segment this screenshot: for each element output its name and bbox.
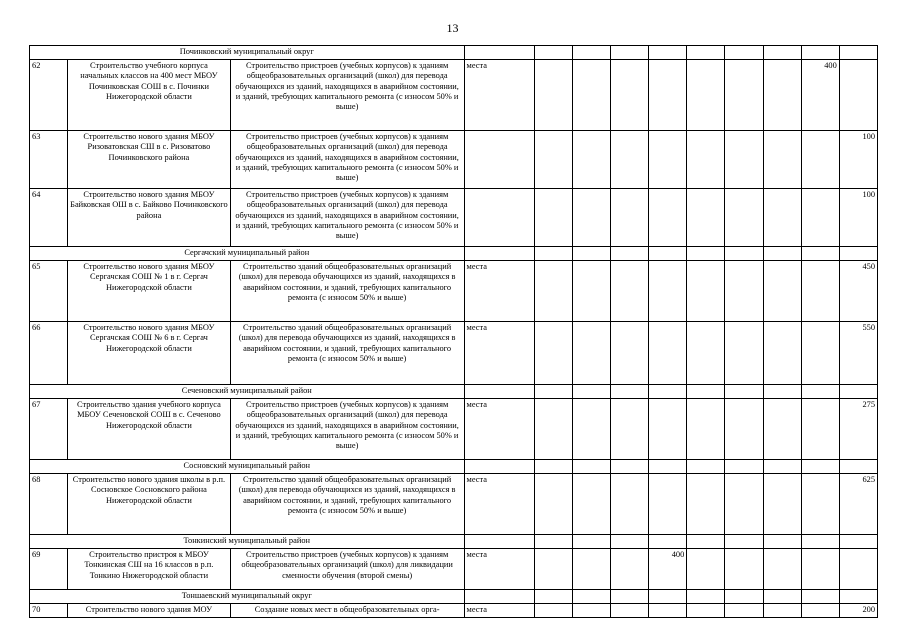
value-cell <box>763 474 801 535</box>
empty-cell <box>464 535 534 549</box>
measure-description: Строительство пристроев (учебных корпусов) к зданиям общеобразовательных организаций (школ) для перевода обучающихся из зданий, находящихся в аварийном состоянии, и зданий, требующих капитального ремонта (с износом 50% и выше) <box>230 131 464 189</box>
empty-cell <box>763 460 801 474</box>
empty-cell <box>611 460 649 474</box>
measure-description: Строительство зданий общеобразовательных организаций (школ) для перевода обучающихся из зданий, находящихся в аварийном состоянии, и зданий, требующих капитального ремонта (с износом 50% и выше) <box>230 474 464 535</box>
empty-cell <box>464 46 534 60</box>
empty-cell <box>572 385 610 399</box>
value-cell <box>725 549 763 590</box>
empty-cell <box>464 247 534 261</box>
value-cell <box>611 399 649 460</box>
value-cell <box>611 322 649 385</box>
empty-cell <box>763 385 801 399</box>
value-cell <box>801 322 839 385</box>
empty-cell <box>801 460 839 474</box>
value-cell <box>649 261 687 322</box>
value-cell <box>534 131 572 189</box>
value-cell <box>725 131 763 189</box>
unit-cell: места <box>464 474 534 535</box>
value-cell <box>572 474 610 535</box>
empty-cell <box>572 460 610 474</box>
empty-cell <box>611 590 649 604</box>
empty-cell <box>801 535 839 549</box>
value-cell <box>611 189 649 247</box>
value-cell <box>687 131 725 189</box>
value-cell <box>763 60 801 131</box>
value-cell <box>763 549 801 590</box>
measure-description: Строительство зданий общеобразовательных организаций (школ) для перевода обучающихся из зданий, находящихся в аварийном состоянии, и зданий, требующих капитального ремонта (с износом 50% и выше) <box>230 261 464 322</box>
table-row <box>30 261 878 322</box>
district-name: Тонкинский муниципальный район <box>30 535 465 549</box>
value-cell <box>534 604 572 618</box>
empty-cell <box>572 46 610 60</box>
district-row <box>30 247 878 261</box>
value-cell <box>763 131 801 189</box>
row-number: 62 <box>30 60 68 131</box>
value-cell <box>649 474 687 535</box>
row-number: 63 <box>30 131 68 189</box>
empty-cell <box>725 385 763 399</box>
empty-cell <box>725 247 763 261</box>
object-title: Строительство пристроя к МБОУ Тонкинская СШ на 16 классов в р.п. Тонкино Нижегородской области <box>68 549 231 590</box>
empty-cell <box>649 385 687 399</box>
unit-cell <box>464 131 534 189</box>
unit-cell: места <box>464 60 534 131</box>
value-cell <box>534 189 572 247</box>
empty-cell <box>725 535 763 549</box>
unit-cell: места <box>464 549 534 590</box>
measure-description: Строительство пристроев (учебных корпусов) к зданиям общеобразовательных организаций (школ) для перевода обучающихся из зданий, находящихся в аварийном состоянии, и зданий, требующих капитального ремонта (с износом 50% и выше) <box>230 399 464 460</box>
object-title: Строительство нового здания МОУ <box>68 604 231 618</box>
value-cell: 100 <box>839 131 877 189</box>
empty-cell <box>725 460 763 474</box>
value-cell <box>801 604 839 618</box>
empty-cell <box>687 460 725 474</box>
empty-cell <box>839 46 877 60</box>
value-cell <box>763 604 801 618</box>
table-row <box>30 60 878 131</box>
empty-cell <box>725 590 763 604</box>
unit-cell: места <box>464 322 534 385</box>
table-row <box>30 131 878 189</box>
empty-cell <box>687 46 725 60</box>
value-cell <box>534 549 572 590</box>
empty-cell <box>611 247 649 261</box>
value-cell <box>611 474 649 535</box>
empty-cell <box>649 247 687 261</box>
empty-cell <box>801 46 839 60</box>
empty-cell <box>534 460 572 474</box>
object-title: Строительство нового здания МБОУ Сергачская СОШ № 1 в г. Сергач Нижегородской области <box>68 261 231 322</box>
empty-cell <box>839 385 877 399</box>
value-cell <box>763 189 801 247</box>
value-cell: 400 <box>801 60 839 131</box>
table-body <box>30 46 878 618</box>
value-cell <box>534 261 572 322</box>
table-row <box>30 604 878 618</box>
empty-cell <box>687 535 725 549</box>
district-name: Тоншаевский муниципальный округ <box>30 590 465 604</box>
value-cell <box>725 399 763 460</box>
district-name: Починковский муниципальный округ <box>30 46 465 60</box>
measure-description: Строительство зданий общеобразовательных организаций (школ) для перевода обучающихся из зданий, находящихся в аварийном состоянии, и зданий, требующих капитального ремонта (с износом 50% и выше) <box>230 322 464 385</box>
value-cell <box>725 189 763 247</box>
empty-cell <box>763 247 801 261</box>
district-row <box>30 535 878 549</box>
row-number: 66 <box>30 322 68 385</box>
value-cell: 200 <box>839 604 877 618</box>
value-cell: 400 <box>649 549 687 590</box>
measure-description: Строительство пристроев (учебных корпусов) к зданиям общеобразовательных организаций (школ) для перевода обучающихся из зданий, находящихся в аварийном состоянии, и зданий, требующих капитального ремонта (с износом 50% и выше) <box>230 189 464 247</box>
value-cell <box>763 261 801 322</box>
empty-cell <box>534 385 572 399</box>
value-cell <box>572 399 610 460</box>
value-cell <box>801 399 839 460</box>
value-cell <box>572 189 610 247</box>
value-cell <box>839 549 877 590</box>
empty-cell <box>534 590 572 604</box>
value-cell <box>649 131 687 189</box>
value-cell <box>687 189 725 247</box>
empty-cell <box>763 46 801 60</box>
empty-cell <box>534 46 572 60</box>
value-cell <box>687 399 725 460</box>
empty-cell <box>572 247 610 261</box>
empty-cell <box>839 460 877 474</box>
unit-cell: места <box>464 604 534 618</box>
value-cell <box>801 189 839 247</box>
row-number: 69 <box>30 549 68 590</box>
empty-cell <box>572 590 610 604</box>
empty-cell <box>611 46 649 60</box>
value-cell <box>572 549 610 590</box>
object-title: Строительство нового здания МБОУ Ризоватовская СШ в с. Ризоватово Починковского района <box>68 131 231 189</box>
district-name: Сергачский муниципальный район <box>30 247 465 261</box>
object-title: Строительство здания учебного корпуса МБОУ Сеченовской СОШ в с. Сеченово Нижегородской области <box>68 399 231 460</box>
value-cell <box>649 604 687 618</box>
empty-cell <box>611 535 649 549</box>
empty-cell <box>534 535 572 549</box>
district-name: Сеченовский муниципальный район <box>30 385 465 399</box>
object-title: Строительство нового здания МБОУ Байковская ОШ в с. Байково Починковского района <box>68 189 231 247</box>
value-cell <box>534 474 572 535</box>
value-cell <box>611 549 649 590</box>
value-cell <box>534 322 572 385</box>
empty-cell <box>801 590 839 604</box>
empty-cell <box>687 247 725 261</box>
value-cell <box>572 131 610 189</box>
value-cell: 100 <box>839 189 877 247</box>
value-cell <box>801 549 839 590</box>
value-cell <box>763 399 801 460</box>
district-name: Сосновский муниципальный район <box>30 460 465 474</box>
value-cell <box>763 322 801 385</box>
value-cell <box>534 399 572 460</box>
page-number: 13 <box>446 21 459 35</box>
row-number: 64 <box>30 189 68 247</box>
value-cell <box>687 322 725 385</box>
empty-cell <box>839 247 877 261</box>
row-number: 70 <box>30 604 68 618</box>
empty-cell <box>572 535 610 549</box>
value-cell <box>649 189 687 247</box>
empty-cell <box>687 590 725 604</box>
row-number: 65 <box>30 261 68 322</box>
value-cell <box>611 261 649 322</box>
value-cell <box>687 604 725 618</box>
district-row <box>30 590 878 604</box>
empty-cell <box>763 535 801 549</box>
empty-cell <box>649 590 687 604</box>
value-cell: 450 <box>839 261 877 322</box>
value-cell <box>725 604 763 618</box>
value-cell <box>611 604 649 618</box>
measure-description: Строительство пристроев (учебных корпусов) к зданиям общеобразовательных организаций (школ) для перевода обучающихся из зданий, находящихся в аварийном состоянии, и зданий, требующих капитального ремонта (с износом 50% и выше) <box>230 60 464 131</box>
value-cell <box>801 261 839 322</box>
value-cell <box>611 131 649 189</box>
empty-cell <box>839 535 877 549</box>
object-title: Строительство нового здания МБОУ Сергачская СОШ № 6 в г. Сергач Нижегородской области <box>68 322 231 385</box>
object-title: Строительство нового здания школы в р.п. Сосновское Сосновского района Нижегородской области <box>68 474 231 535</box>
empty-cell <box>464 460 534 474</box>
empty-cell <box>687 385 725 399</box>
empty-cell <box>611 385 649 399</box>
district-row <box>30 460 878 474</box>
value-cell <box>725 322 763 385</box>
value-cell <box>649 399 687 460</box>
value-cell <box>572 604 610 618</box>
empty-cell <box>801 247 839 261</box>
value-cell: 275 <box>839 399 877 460</box>
table-row <box>30 322 878 385</box>
measure-description: Строительство пристроев (учебных корпусов) к зданиям общеобразовательных организаций (школ) для ликвидации сменности обучения (второй смены) <box>230 549 464 590</box>
value-cell <box>687 60 725 131</box>
value-cell <box>839 60 877 131</box>
empty-cell <box>725 46 763 60</box>
measure-description: Создание новых мест в общеобразовательных орга- <box>230 604 464 618</box>
value-cell <box>649 322 687 385</box>
value-cell <box>725 60 763 131</box>
object-title: Строительство учебного корпуса начальных классов на 400 мест МБОУ Починковская СОШ в с. Починки Нижегородской области <box>68 60 231 131</box>
empty-cell <box>839 590 877 604</box>
table-row <box>30 399 878 460</box>
unit-cell: места <box>464 399 534 460</box>
value-cell: 625 <box>839 474 877 535</box>
value-cell <box>687 474 725 535</box>
value-cell <box>725 261 763 322</box>
value-cell <box>572 60 610 131</box>
unit-cell: места <box>464 261 534 322</box>
value-cell <box>801 474 839 535</box>
empty-cell <box>534 247 572 261</box>
empty-cell <box>649 46 687 60</box>
empty-cell <box>464 385 534 399</box>
value-cell <box>611 60 649 131</box>
empty-cell <box>464 590 534 604</box>
row-number: 68 <box>30 474 68 535</box>
value-cell <box>534 60 572 131</box>
value-cell <box>801 131 839 189</box>
table-row <box>30 549 878 590</box>
value-cell <box>572 322 610 385</box>
district-row <box>30 46 878 60</box>
row-number: 67 <box>30 399 68 460</box>
program-table <box>29 45 878 618</box>
value-cell <box>572 261 610 322</box>
district-row <box>30 385 878 399</box>
table-row <box>30 474 878 535</box>
empty-cell <box>649 460 687 474</box>
value-cell <box>687 261 725 322</box>
empty-cell <box>763 590 801 604</box>
empty-cell <box>801 385 839 399</box>
unit-cell <box>464 189 534 247</box>
value-cell <box>649 60 687 131</box>
value-cell <box>725 474 763 535</box>
empty-cell <box>649 535 687 549</box>
table-row <box>30 189 878 247</box>
value-cell: 550 <box>839 322 877 385</box>
value-cell <box>687 549 725 590</box>
